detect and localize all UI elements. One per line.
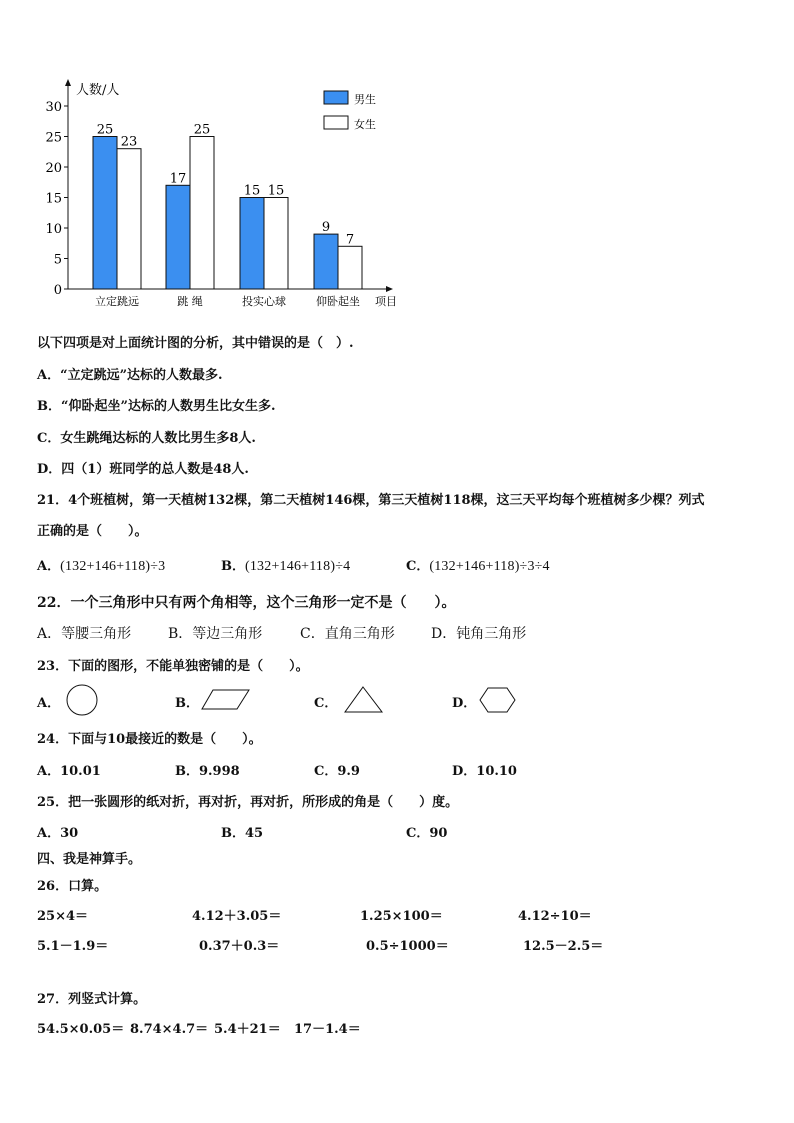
parallelogram-shape-icon [201, 689, 251, 711]
q24-option-a[interactable]: A．10.01 [37, 764, 101, 779]
bar-chart [0, 70, 420, 315]
q23-option-c-label: C． [314, 696, 338, 711]
bar-data-label: 25 [193, 122, 211, 138]
q20-option-a[interactable]: A．“立定跳远”达标的人数最多. [37, 368, 223, 383]
bar-data-label: 15 [243, 183, 261, 199]
q21-stem-line2: 正确的是（ ）。 [37, 524, 148, 539]
x-tick-label: 仰卧起坐 [316, 295, 360, 308]
q21-option-c-expr: (132+146+118)÷3÷4 [429, 559, 550, 574]
legend-swatch-girls [324, 116, 348, 129]
y-tick-label: 25 [45, 130, 62, 146]
y-tick-label: 0 [53, 283, 62, 298]
q21-stem-line1: 21．4个班植树，第一天植树132棵，第二天植树146棵，第三天植树118棵，这三天平均每个班植树多少棵？列式 [37, 493, 705, 508]
bar-data-label: 25 [96, 122, 114, 138]
x-axis-label: 项目 [375, 295, 397, 308]
bar-boys [240, 198, 264, 290]
q23-option-d-label: D． [452, 696, 477, 711]
bar-data-label: 17 [169, 171, 187, 187]
q23-stem: 23．下面的图形，不能单独密铺的是（ ）。 [37, 659, 309, 674]
y-axis-arrow [65, 79, 71, 86]
q24-option-d[interactable]: D．10.10 [452, 764, 517, 779]
q21-option-c-label: C． [406, 559, 430, 574]
q22-option-a[interactable]: A．等腰三角形 [37, 626, 132, 642]
bar-boys [166, 185, 190, 289]
q26-item: 1.25×100＝ [360, 909, 443, 924]
q27-stem: 27．列竖式计算。 [37, 992, 147, 1007]
q22-option-b[interactable]: B．等边三角形 [168, 626, 263, 642]
q25-option-c[interactable]: C．90 [406, 826, 448, 841]
q20-stem: 以下四项是对上面统计图的分析，其中错误的是（ ）. [37, 336, 354, 351]
q23-option-a-label: A． [37, 696, 61, 711]
x-tick-label: 跳 绳 [177, 295, 203, 308]
legend-swatch-boys [324, 91, 348, 104]
q21-option-b-label: B． [221, 559, 245, 574]
bar-girls [190, 137, 214, 290]
bar-girls [338, 246, 362, 289]
circle-shape-icon [65, 683, 99, 717]
q21-option-a-label: A． [37, 559, 61, 574]
q27-item: 5.4＋21＝ [214, 1022, 281, 1037]
q20-option-d[interactable]: D．四（1）班同学的总人数是48人. [37, 462, 249, 477]
q26-item: 0.5÷1000＝ [366, 939, 449, 954]
bar-boys [314, 234, 338, 289]
q25-option-a[interactable]: A．30 [37, 826, 79, 841]
bar-girls [117, 149, 141, 289]
q25-option-b[interactable]: B．45 [221, 826, 264, 841]
q21-option-c[interactable] [406, 555, 550, 575]
q21-option-b-expr: (132+146+118)÷4 [245, 559, 351, 574]
chart-bars [93, 134, 362, 290]
legend-label: 女生 [354, 118, 376, 131]
bar-data-label: 7 [345, 232, 355, 248]
q26-stem: 26．口算。 [37, 879, 108, 894]
q26-item: 0.37＋0.3＝ [199, 939, 280, 954]
q22-stem: 22．一个三角形中只有两个角相等，这个三角形一定不是（ ）。 [37, 595, 456, 611]
y-axis-label: 人数/人 [76, 83, 120, 98]
q24-stem: 24．下面与10最接近的数是（ ）。 [37, 732, 262, 747]
bar-data-label: 23 [120, 134, 138, 150]
q20-option-b[interactable]: B．“仰卧起坐”达标的人数男生比女生多. [37, 399, 276, 414]
q21-option-a-expr: (132+146+118)÷3 [60, 559, 166, 574]
q26-item: 5.1－1.9＝ [37, 939, 109, 954]
y-tick-label: 10 [45, 222, 62, 237]
legend-label: 男生 [354, 93, 376, 106]
section-4-title: 四、我是神算手。 [37, 852, 142, 867]
q21-option-b[interactable] [221, 555, 350, 575]
y-tick-label: 20 [45, 161, 62, 176]
q24-option-b[interactable]: B．9.998 [175, 764, 240, 779]
hexagon-shape-icon [479, 687, 517, 715]
chart-legend [324, 91, 376, 131]
bar-data-label: 15 [267, 183, 285, 199]
q27-item: 54.5×0.05＝ [37, 1022, 125, 1037]
y-tick-label: 30 [45, 100, 62, 115]
q20-option-c[interactable]: C．女生跳绳达标的人数比男生多8人. [37, 431, 256, 446]
q22-option-d[interactable]: D．钝角三角形 [431, 626, 527, 642]
q27-item: 8.74×4.7＝ [130, 1022, 209, 1037]
x-tick-label: 立定跳远 [95, 295, 139, 308]
bar-data-label: 9 [321, 220, 331, 236]
q26-item: 4.12÷10＝ [518, 909, 592, 924]
x-axis-arrow [386, 286, 393, 292]
q22-option-c[interactable]: C．直角三角形 [300, 626, 395, 642]
y-tick-label: 5 [53, 252, 62, 268]
q23-option-b-label: B． [175, 696, 199, 711]
q21-option-a[interactable] [37, 555, 165, 575]
q26-item: 25×4＝ [37, 909, 89, 924]
q26-item: 12.5－2.5＝ [523, 939, 604, 954]
q27-item: 17－1.4＝ [294, 1022, 361, 1037]
bar-boys [93, 137, 117, 290]
q26-item: 4.12＋3.05＝ [192, 909, 282, 924]
bar-girls [264, 198, 288, 290]
y-tick-label: 15 [45, 191, 62, 207]
triangle-shape-icon [344, 686, 384, 714]
x-tick-label: 投实心球 [242, 295, 286, 308]
q25-stem: 25．把一张圆形的纸对折，再对折，再对折，所形成的角是（ ）度。 [37, 795, 459, 810]
q24-option-c[interactable]: C．9.9 [314, 764, 360, 779]
